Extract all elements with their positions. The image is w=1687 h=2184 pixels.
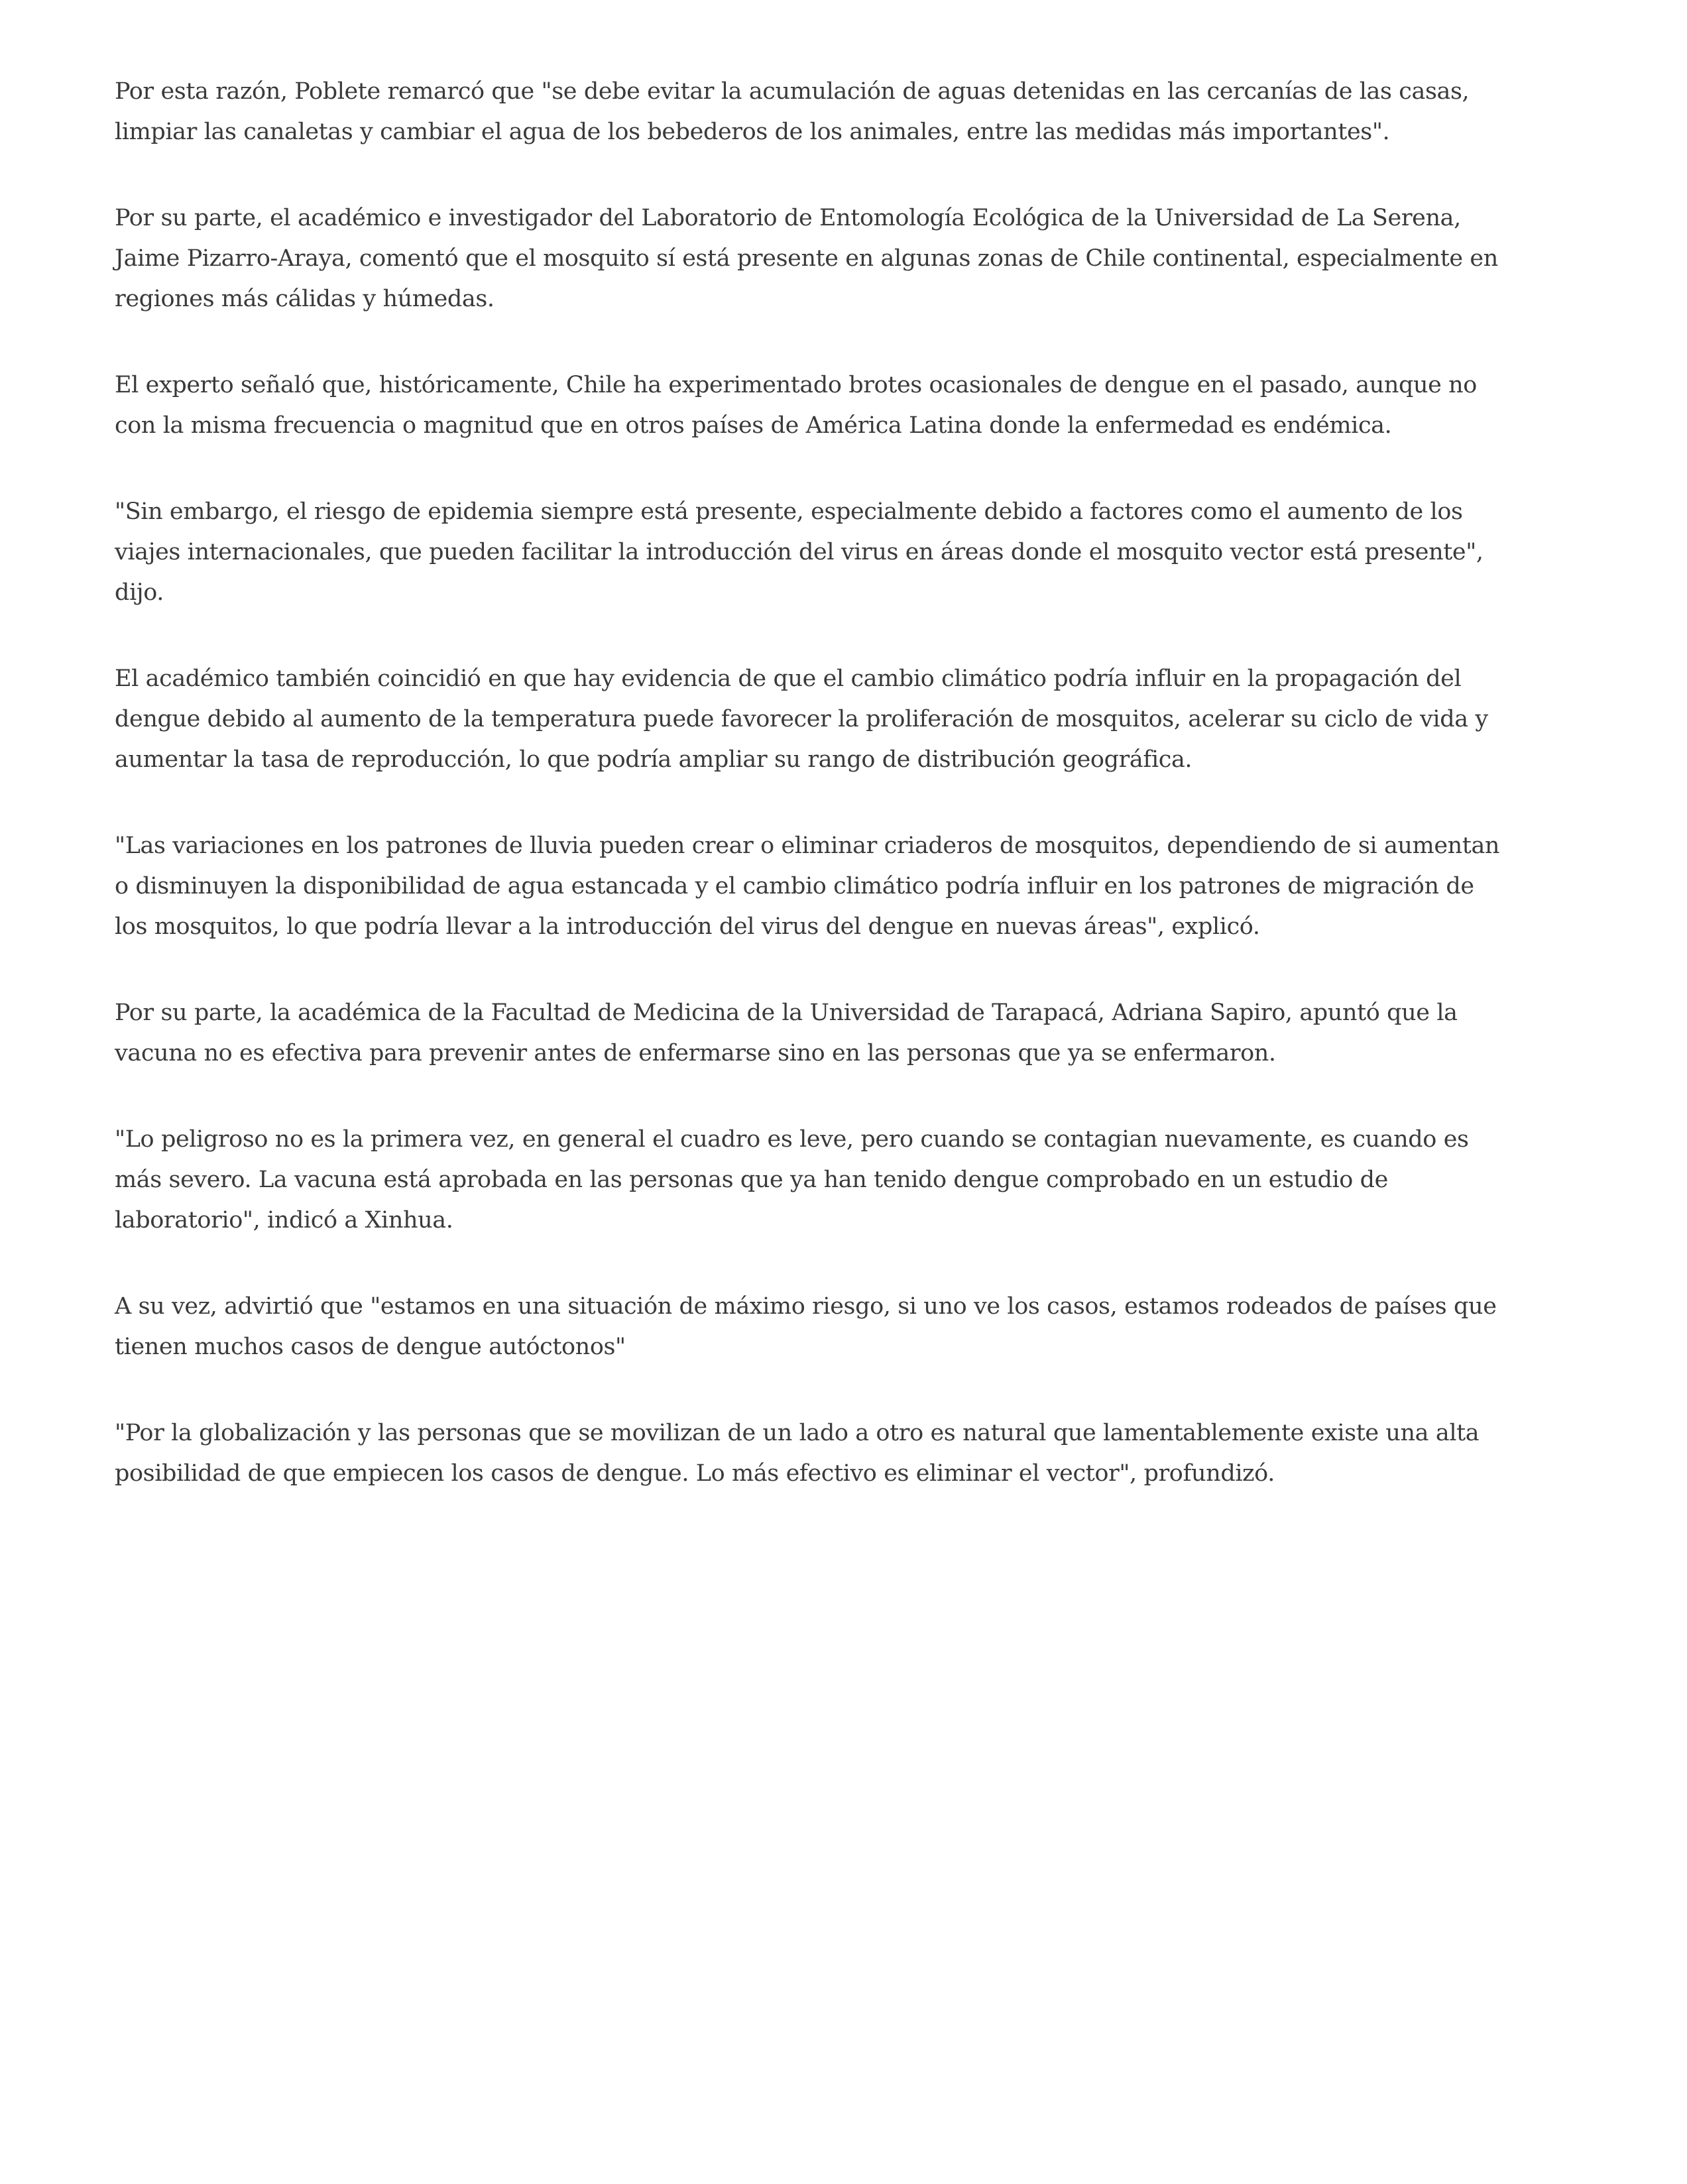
paragraph-5: El académico también coincidió en que hay evidencia de que el cambio climático podría influir en la propagación del dengue debido al aumento de la temperatura puede favorecer la proliferación de mosquitos, acelerar su ciclo de vida y aumentar la tasa de reproducción, lo que podría ampliar su rango de distribución geográfica. xyxy=(115,665,1488,773)
paragraph-7: Por su parte, la académica de la Facultad de Medicina de la Universidad de Tarapacá, Adriana Sapiro, apuntó que la vacuna no es efectiva para prevenir antes de enfermarse sino en las personas que ya se enfermaron. xyxy=(115,1000,1458,1066)
paragraph-1: Por esta razón, Poblete remarcó que "se debe evitar la acumulación de aguas detenidas en las cercanías de las casas, limpiar las canaletas y cambiar el agua de los bebederos de los animales, entre las medidas más importantes". xyxy=(115,78,1470,145)
paragraph-4: "Sin embargo, el riesgo de epidemia siempre está presente, especialmente debido a factores como el aumento de los viajes internacionales, que pueden facilitar la introducción del virus en áreas donde el mosquito vector está presente", dijo. xyxy=(115,498,1483,606)
paragraph-9: A su vez, advirtió que "estamos en una situación de máximo riesgo, si uno ve los casos, estamos rodeados de países que tienen muchos casos de dengue autóctonos" xyxy=(115,1293,1497,1360)
paragraph-6: "Las variaciones en los patrones de lluvia pueden crear o eliminar criaderos de mosquitos, dependiendo de si aumentan o disminuyen la disponibilidad de agua estancada y el cambio climático podría influir en los patrones de migración de los mosquitos, lo que podría llevar a la introducción del virus del dengue en nuevas áreas", explicó. xyxy=(115,833,1500,940)
paragraph-2: Por su parte, el académico e investigador del Laboratorio de Entomología Ecológica de la Universidad de La Serena, Jaime Pizarro-Araya, comentó que el mosquito sí está presente en algunas zonas de Chile continental, especialmente en regiones más cálidas y húmedas. xyxy=(115,205,1498,312)
paragraph-8: "Lo peligroso no es la primera vez, en general el cuadro es leve, pero cuando se contagian nuevamente, es cuando es más severo. La vacuna está aprobada en las personas que ya han tenido dengue comprobado en un estudio de laboratorio", indicó a Xinhua. xyxy=(115,1126,1469,1234)
paragraph-3: El experto señaló que, históricamente, Chile ha experimentado brotes ocasionales de dengue en el pasado, aunque no con la misma frecuencia o magnitud que en otros países de América Latina donde la enfermedad es endémica. xyxy=(115,372,1477,439)
article-body xyxy=(115,72,1513,1540)
paragraph-10: "Por la globalización y las personas que se movilizan de un lado a otro es natural que lamentablemente existe una alta posibilidad de que empiecen los casos de dengue. Lo más efectivo es eliminar el vector", profundizó. xyxy=(115,1420,1480,1487)
